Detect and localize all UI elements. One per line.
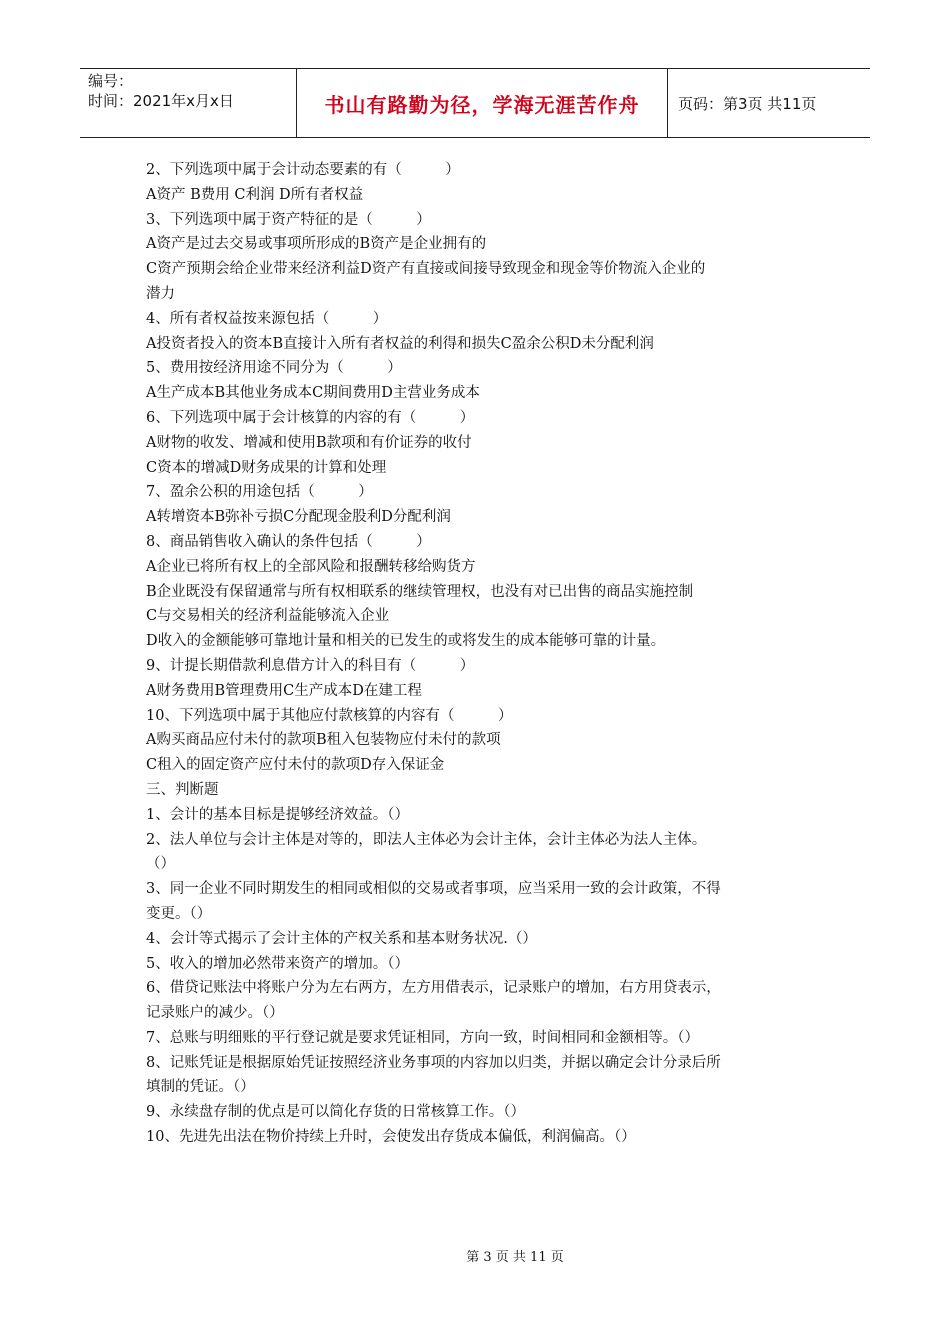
text-line: 4、会计等式揭示了会计主体的产权关系和基本财务状况.（） — [146, 930, 537, 947]
text-line: A财务费用B管理费用C生产成本D在建工程 — [146, 682, 422, 699]
time-label: 时间：2021年x月x日 — [88, 92, 234, 110]
text-line: D收入的金额能够可靠地计量和相关的已发生的或将发生的成本能够可靠的计量。 — [146, 633, 666, 650]
text-line: 3、同一企业不同时期发生的相同或相似的交易或者事项，应当采用一致的会计政策，不得 — [146, 881, 721, 898]
text-line: 10、先进先出法在物价持续上升时，会使发出存货成本偏低，利润偏高。（） — [146, 1129, 636, 1146]
text-line: 7、盈余公积的用途包括（ ） — [146, 484, 373, 501]
text-line: 2、下列选项中属于会计动态要素的有（ ） — [146, 162, 460, 178]
text-line: B企业既没有保留通常与所有权相联系的继续管理权，也没有对已出售的商品实施控制 — [146, 583, 694, 600]
text-line: A转增资本B弥补亏损C分配现金股利D分配利润 — [146, 509, 451, 526]
text-line: 6、借贷记账法中将账户分为左右两方，左方用借表示，记录账户的增加，右方用贷表示， — [146, 980, 721, 997]
document-body — [146, 158, 816, 1150]
text-line: A生产成本B其他业务成本C期间费用D主营业务成本 — [146, 385, 480, 402]
text-line: 6、下列选项中属于会计核算的内容的有（ ） — [146, 409, 475, 426]
text-line: 2、法人单位与会计主体是对等的，即法人主体必为会计主体，会计主体必为法人主体。 — [146, 831, 707, 848]
text-line: 变更。（） — [146, 905, 212, 922]
text-line: 9、计提长期借款利息借方计入的科目有（ ） — [146, 657, 475, 674]
page-number-label: 页码：第3页 共11页 — [678, 94, 817, 113]
code-label: 编号： — [88, 72, 134, 90]
page-header — [80, 68, 870, 138]
text-line: 1、会计的基本目标是提够经济效益。（） — [146, 806, 409, 823]
text-line: A财物的收发、增减和使用B款项和有价证券的收付 — [146, 434, 472, 451]
text-line: C资产预期会给企业带来经济利益D资产有直接或间接导致现金和现金等价物流入企业的 — [146, 261, 706, 278]
text-line: 9、永续盘存制的优点是可以简化存货的日常核算工作。（） — [146, 1104, 525, 1121]
text-line: 5、费用按经济用途不同分为（ ） — [146, 360, 402, 377]
text-line: （） — [146, 856, 175, 873]
text-line: 8、记账凭证是根据原始凭证按照经济业务事项的内容加以归类，并据以确定会计分录后所 — [146, 1054, 721, 1071]
page-footer: 第 3 页 共 11 页 — [466, 1250, 564, 1265]
text-line: 4、所有者权益按来源包括（ ） — [146, 310, 388, 327]
header-left-cell — [80, 69, 297, 137]
text-line: A投资者投入的资本B直接计入所有者权益的利得和损失C盈余公积D未分配利润 — [146, 335, 654, 352]
text-line: 10、下列选项中属于其他应付款核算的内容有（ ） — [146, 707, 513, 724]
text-line: 填制的凭证。（） — [146, 1079, 255, 1096]
text-line: A资产是过去交易或事项所形成的B资产是企业拥有的 — [146, 236, 487, 253]
text-line: 三、判断题 — [146, 781, 219, 798]
text-line: 记录账户的减少。（） — [146, 1005, 284, 1022]
text-line: C资本的增减D财务成果的计算和处理 — [146, 459, 387, 476]
text-line: A企业已将所有权上的全部风险和报酬转移给购货方 — [146, 558, 476, 575]
text-line: C与交易相关的经济利益能够流入企业 — [146, 608, 390, 625]
motto: 书山有路勤为径，学海无涯苦作舟 — [297, 69, 668, 137]
text-line: A购买商品应付未付的款项B租入包装物应付未付的款项 — [146, 732, 501, 749]
text-line: C租入的固定资产应付未付的款项D存入保证金 — [146, 757, 445, 774]
text-line: 7、总账与明细账的平行登记就是要求凭证相同，方向一致，时间相同和金额相等。（） — [146, 1029, 699, 1046]
text-line: 3、下列选项中属于资产特征的是（ ） — [146, 211, 431, 228]
text-line: 8、商品销售收入确认的条件包括（ ） — [146, 533, 431, 550]
text-line: 5、收入的增加必然带来资产的增加。（） — [146, 955, 409, 972]
text-line: 潜力 — [146, 285, 175, 302]
text-line: A资产 B费用 C利润 D所有者权益 — [146, 186, 364, 203]
